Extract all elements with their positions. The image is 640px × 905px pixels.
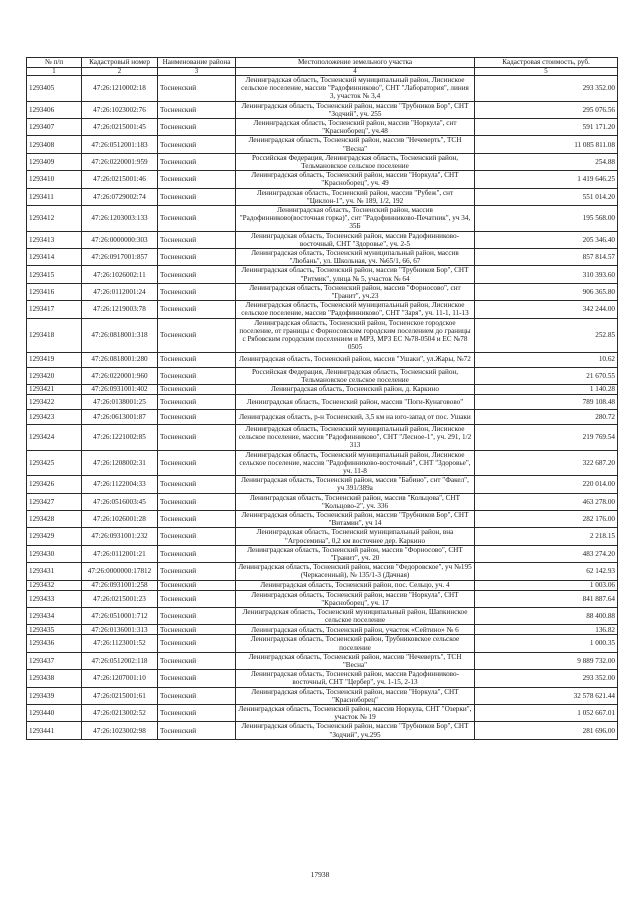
parcel-location: Российская Федерация, Ленинградская область, Тосненский район, Тельмановское сельское поселение: [236, 153, 475, 170]
table-row: [27, 352, 618, 367]
parcel-location: Ленинградская область, Тосненский район, массив "Трубников Бор", СНТ "Зодчий", уч. 255: [236, 101, 475, 118]
district-name: Тосненский: [158, 283, 236, 300]
row-number: 1293425: [27, 450, 82, 476]
cadastral-number: 47:26:0215001:45: [82, 119, 158, 136]
district-name: Тосненский: [158, 424, 236, 450]
header-row: [27, 58, 618, 68]
parcel-location: Ленинградская область, Тосненский район, массив "Форносово", снт "Гранит", уч.23: [236, 283, 475, 300]
cadastral-value: 342 244.00: [475, 301, 618, 318]
cadastral-number: 47:26:1203003:133: [82, 206, 158, 232]
row-number: 1293428: [27, 510, 82, 527]
district-name: Тосненский: [158, 188, 236, 205]
district-name: Тосненский: [158, 545, 236, 562]
table-row: [27, 607, 618, 624]
cadastral-value: 906 365.80: [475, 283, 618, 300]
parcel-location: Ленинградская область, Тосненский район, пос. Сельцо, уч. 4: [236, 580, 475, 590]
cadastral-value: 282 176.00: [475, 510, 618, 527]
cadastral-value: 219 769.54: [475, 424, 618, 450]
cadastral-number: 47:26:1122004:33: [82, 476, 158, 493]
parcel-location: Ленинградская область, Тосненский район, массив "Норкула", снт "Красноборец", уч.48: [236, 119, 475, 136]
cadastral-number: 47:26:1219003:78: [82, 301, 158, 318]
parcel-location: Ленинградская область, Тосненский муниципальный район, Лисинское сельское поселение, массив "Радофинниково", СНТ "Лесное-1", уч. 291, 1/2 313: [236, 424, 475, 450]
parcel-location: Ленинградская область, Тосненский район, участок «Сейтино» № 6: [236, 625, 475, 635]
row-number: 1293415: [27, 266, 82, 283]
cadastral-value: 463 278.00: [475, 493, 618, 510]
district-name: Тосненский: [158, 687, 236, 704]
cadastral-value: 220 014.00: [475, 476, 618, 493]
cadastral-value: 10.62: [475, 352, 618, 367]
parcel-location: Ленинградская область, Тосненский район, массив "Рубеж", снт "Циклон-1", уч. № 189, 1/2, 192: [236, 188, 475, 205]
row-number: 1293433: [27, 590, 82, 607]
cadastral-number: 47:26:0729002:74: [82, 188, 158, 205]
cadastral-number: 47:26:1221002:85: [82, 424, 158, 450]
cadastral-number: 47:26:0215001:61: [82, 687, 158, 704]
cadastral-value: 2 218.15: [475, 528, 618, 545]
table-row: [27, 206, 618, 232]
table-row: [27, 318, 618, 352]
column-number: 2: [82, 68, 158, 76]
row-number: 1293413: [27, 231, 82, 248]
parcel-location: Ленинградская область, Тосненский район, массив Норкула, СНТ "Озерки", участок № 19: [236, 705, 475, 722]
row-number: 1293417: [27, 301, 82, 318]
cadastral-number: 47:26:0613001:87: [82, 409, 158, 424]
header-location: Местоположение земельного участка: [236, 58, 475, 68]
cadastral-value: 789 108.48: [475, 394, 618, 409]
cadastral-number: 47:26:0931001:232: [82, 528, 158, 545]
column-number: 5: [475, 68, 618, 76]
row-number: 1293435: [27, 625, 82, 635]
district-name: Тосненский: [158, 625, 236, 635]
row-number: 1293440: [27, 705, 82, 722]
column-number: 1: [27, 68, 82, 76]
row-number: 1293410: [27, 171, 82, 188]
row-number: 1293431: [27, 563, 82, 580]
cadastral-value: 254.88: [475, 153, 618, 170]
district-name: Тосненский: [158, 394, 236, 409]
header-cadastral-value: Кадастровая стоимость, руб.: [475, 58, 618, 68]
district-name: Тосненский: [158, 101, 236, 118]
row-number: 1293412: [27, 206, 82, 232]
district-name: Тосненский: [158, 76, 236, 102]
table-row: [27, 171, 618, 188]
cadastral-value: 88 400.88: [475, 607, 618, 624]
cadastral-value: 293 352.00: [475, 670, 618, 687]
table-row: [27, 635, 618, 652]
cadastral-value: 293 352.00: [475, 76, 618, 102]
row-number: 1293416: [27, 283, 82, 300]
parcel-location: Ленинградская область, Тосненский район, массив "Норкула", СНТ "Красноборец": [236, 687, 475, 704]
cadastral-number: 47:26:0215001:23: [82, 590, 158, 607]
row-number: 1293414: [27, 249, 82, 266]
district-name: Тосненский: [158, 136, 236, 153]
table-row: [27, 545, 618, 562]
cadastral-number: 47:26:1208002:31: [82, 450, 158, 476]
cadastral-value: 1 052 667.01: [475, 705, 618, 722]
cadastral-number: 47:26:0213002:52: [82, 705, 158, 722]
row-number: 1293438: [27, 670, 82, 687]
row-number: 1293418: [27, 318, 82, 352]
table-row: [27, 528, 618, 545]
cadastral-number: 47:26:0215001:46: [82, 171, 158, 188]
row-number: 1293426: [27, 476, 82, 493]
district-name: Тосненский: [158, 206, 236, 232]
table-row: [27, 563, 618, 580]
cadastral-number: 47:26:1207001:10: [82, 670, 158, 687]
row-number: 1293408: [27, 136, 82, 153]
cadastral-value: 11 085 811.08: [475, 136, 618, 153]
table-row: [27, 424, 618, 450]
cadastral-number: 47:26:0000000:17812: [82, 563, 158, 580]
district-name: Тосненский: [158, 367, 236, 384]
parcel-location: Ленинградская область, Тосненский район, массив "Кольцова", СНТ "Кольцово-2", уч. 336: [236, 493, 475, 510]
table-row: [27, 450, 618, 476]
row-number: 1293420: [27, 367, 82, 384]
header-cadastral-number: Кадастровый номер: [82, 58, 158, 68]
cadastral-value: 195 568.00: [475, 206, 618, 232]
cadastral-number: 47:26:0931001:402: [82, 384, 158, 394]
cadastral-value: 62 142.93: [475, 563, 618, 580]
table-row: [27, 249, 618, 266]
cadastral-number: 47:26:1026002:11: [82, 266, 158, 283]
district-name: Тосненский: [158, 635, 236, 652]
cadastral-number: 47:26:0917001:857: [82, 249, 158, 266]
row-number: 1293437: [27, 652, 82, 669]
table-row: [27, 266, 618, 283]
row-number: 1293432: [27, 580, 82, 590]
table-row: [27, 493, 618, 510]
table-row: [27, 409, 618, 424]
table-row: [27, 705, 618, 722]
cadastral-number: 47:26:0112001:21: [82, 545, 158, 562]
cadastral-number: 47:26:0931001:258: [82, 580, 158, 590]
table-row: [27, 580, 618, 590]
parcel-location: Ленинградская область, Тосненский район, массив "Норкула", СНТ "Красноборец", уч. 17: [236, 590, 475, 607]
cadastral-value: 252.85: [475, 318, 618, 352]
cadastral-number: 47:26:0818001:280: [82, 352, 158, 367]
table-row: [27, 590, 618, 607]
table-row: [27, 153, 618, 170]
row-number: 1293411: [27, 188, 82, 205]
row-number: 1293407: [27, 119, 82, 136]
cadastral-value: 1 140.28: [475, 384, 618, 394]
parcel-location: Ленинградская область, р-н Тосненский, 3,5 км на юго-запад от пос. Ушаки: [236, 409, 475, 424]
row-number: 1293409: [27, 153, 82, 170]
table-body: [27, 76, 618, 740]
cadastral-number: 47:26:0138001:25: [82, 394, 158, 409]
cadastral-value: 841 887.64: [475, 590, 618, 607]
cadastral-value: 483 274.20: [475, 545, 618, 562]
cadastral-number: 47:26:1023002:98: [82, 722, 158, 739]
district-name: Тосненский: [158, 493, 236, 510]
cadastral-value: 857 814.57: [475, 249, 618, 266]
district-name: Тосненский: [158, 652, 236, 669]
column-number-row: [27, 68, 618, 76]
table-row: [27, 367, 618, 384]
parcel-location: Ленинградская область, Тосненский муниципальный район, Лисинское сельское поселение, массив "Радофинниково", СНТ "Заря", уч. 11-1, 11-13: [236, 301, 475, 318]
cadastral-number: 47:26:0512001:183: [82, 136, 158, 153]
cadastral-value: 21 670.55: [475, 367, 618, 384]
parcel-location: Ленинградская область, Тосненский район, массив "Трубников Бор", СНТ "Ритмик", улица № 5, участок № 64: [236, 266, 475, 283]
cadastral-value: 322 687.20: [475, 450, 618, 476]
header-number: № п/п: [27, 58, 82, 68]
cadastral-number: 47:26:0818001:318: [82, 318, 158, 352]
table-row: [27, 231, 618, 248]
cadastral-number: 47:26:0220001:960: [82, 367, 158, 384]
row-number: 1293429: [27, 528, 82, 545]
district-name: Тосненский: [158, 171, 236, 188]
parcel-location: Ленинградская область, Тосненский район, массив "Норкула", СНТ "Красноборец", уч. 49: [236, 171, 475, 188]
row-number: 1293434: [27, 607, 82, 624]
table-row: [27, 722, 618, 739]
parcel-location: Ленинградская область, Тосненский муниципальный район, вна "Агросемина", 0,2 км восточнее дер. Каркино: [236, 528, 475, 545]
cadastral-value-table: [26, 57, 618, 740]
district-name: Тосненский: [158, 590, 236, 607]
district-name: Тосненский: [158, 450, 236, 476]
row-number: 1293406: [27, 101, 82, 118]
cadastral-value: 310 393.60: [475, 266, 618, 283]
cadastral-value: 136.82: [475, 625, 618, 635]
district-name: Тосненский: [158, 384, 236, 394]
parcel-location: Российская Федерация, Ленинградская область, Тосненский район, Тельмановское сельское поселение: [236, 367, 475, 384]
district-name: Тосненский: [158, 301, 236, 318]
row-number: 1293422: [27, 394, 82, 409]
register-document: [26, 57, 617, 740]
parcel-location: Ленинградская область, Тосненский район, массив "Федоровское", уч №195 (Черкасенный), № 135/1-3 (Дачная): [236, 563, 475, 580]
row-number: 1293405: [27, 76, 82, 102]
cadastral-value: 205 346.40: [475, 231, 618, 248]
district-name: Тосненский: [158, 670, 236, 687]
table-row: [27, 384, 618, 394]
district-name: Тосненский: [158, 476, 236, 493]
district-name: Тосненский: [158, 409, 236, 424]
cadastral-value: 281 696.00: [475, 722, 618, 739]
cadastral-number: 47:26:1026001:28: [82, 510, 158, 527]
cadastral-number: 47:26:0510001:712: [82, 607, 158, 624]
row-number: 1293441: [27, 722, 82, 739]
cadastral-value: 1 419 646.25: [475, 171, 618, 188]
district-name: Тосненский: [158, 563, 236, 580]
parcel-location: Ленинградская область, Тосненский район, Тосненское городское поселение, от границы с Форносовским городским поселением до границы с Рябовским городским поселением и МРЗ, МРЗ ЕС №78-0504 и ЕС №78 0505: [236, 318, 475, 352]
parcel-location: Ленинградская область, Тосненский муниципальный район, Лисинское сельское поселение, массив "Радофинниково", СНТ "Лаборатория", линия 3, участок № 3,4: [236, 76, 475, 102]
parcel-location: Ленинградская область, Тосненский муниципальный район, Шапкинское сельское поселение: [236, 607, 475, 624]
parcel-location: Ленинградская область, Тосненский район, массив Радофинниково-восточный, СНТ "Цербер", уч. 1-15, 2-13: [236, 670, 475, 687]
cadastral-number: 47:26:1023002:76: [82, 101, 158, 118]
cadastral-number: 47:26:0516003:45: [82, 493, 158, 510]
parcel-location: Ленинградская область, Тосненский район, массив "Трубников Бор", СНТ "Витамин", уч 14: [236, 510, 475, 527]
district-name: Тосненский: [158, 153, 236, 170]
parcel-location: Ленинградская область, Тосненский район, массив "Нечеверть", ТСН "Весна": [236, 136, 475, 153]
parcel-location: Ленинградская область, Тосненский район, Трубниковское сельское поселение: [236, 635, 475, 652]
table-row: [27, 188, 618, 205]
district-name: Тосненский: [158, 119, 236, 136]
row-number: 1293427: [27, 493, 82, 510]
district-name: Тосненский: [158, 510, 236, 527]
cadastral-value: 591 171.20: [475, 119, 618, 136]
table-row: [27, 101, 618, 118]
table-row: [27, 510, 618, 527]
district-name: Тосненский: [158, 318, 236, 352]
row-number: 1293436: [27, 635, 82, 652]
row-number: 1293439: [27, 687, 82, 704]
district-name: Тосненский: [158, 249, 236, 266]
column-number: 3: [158, 68, 236, 76]
parcel-location: Ленинградская область, Тосненский район, массив "Бабино", снт "Факел", уч 391/389а: [236, 476, 475, 493]
cadastral-number: 47:26:0136001:313: [82, 625, 158, 635]
parcel-location: Ленинградская область, Тосненский район, массив "Радофинниково(восточная горка)", снт "Радофинниково-Печатник", уч 34, 35Б: [236, 206, 475, 232]
parcel-location: Ленинградская область, Тосненский район, массив "Форносово", СНТ "Гранит", уч. 20: [236, 545, 475, 562]
table-row: [27, 76, 618, 102]
cadastral-value: 551 014.20: [475, 188, 618, 205]
table-row: [27, 394, 618, 409]
row-number: 1293423: [27, 409, 82, 424]
cadastral-value: 9 889 732.00: [475, 652, 618, 669]
table-row: [27, 476, 618, 493]
parcel-location: Ленинградская область, Тосненский район, массив Радофинниково-восточный, СНТ "Здоровье", уч. 2-5: [236, 231, 475, 248]
cadastral-value: 1 003.06: [475, 580, 618, 590]
district-name: Тосненский: [158, 705, 236, 722]
cadastral-value: 280.72: [475, 409, 618, 424]
table-row: [27, 136, 618, 153]
cadastral-number: 47:26:0220001:959: [82, 153, 158, 170]
row-number: 1293430: [27, 545, 82, 562]
district-name: Тосненский: [158, 722, 236, 739]
district-name: Тосненский: [158, 580, 236, 590]
district-name: Тосненский: [158, 266, 236, 283]
cadastral-number: 47:26:1210002:18: [82, 76, 158, 102]
parcel-location: Ленинградская область, Тосненский район, массив "Ушаки", ул.Жары, №72: [236, 352, 475, 367]
district-name: Тосненский: [158, 528, 236, 545]
table-row: [27, 687, 618, 704]
table-row: [27, 283, 618, 300]
page-number: 17938: [310, 870, 330, 879]
district-name: Тосненский: [158, 352, 236, 367]
column-number: 4: [236, 68, 475, 76]
parcel-location: Ленинградская область, Тосненский район, массив "Поги-Кунаговово": [236, 394, 475, 409]
parcel-location: Ленинградская область, Тосненский район, д. Каркино: [236, 384, 475, 394]
cadastral-number: 47:26:0000000:303: [82, 231, 158, 248]
table-row: [27, 670, 618, 687]
row-number: 1293419: [27, 352, 82, 367]
district-name: Тосненский: [158, 607, 236, 624]
table-row: [27, 119, 618, 136]
table-row: [27, 301, 618, 318]
parcel-location: Ленинградская область, Тосненский район, массив "Трубников Бор", СНТ "Зодчий", уч.295: [236, 722, 475, 739]
parcel-location: Ленинградская область, Тосненский район, массив "Нечеверть", ТСН "Весна": [236, 652, 475, 669]
header-district: Наименование района: [158, 58, 236, 68]
table-row: [27, 652, 618, 669]
parcel-location: Ленинградская область, Тосненский муниципальный район, Лисинское сельское поселение, массив "Радофинниково-восточный", СНТ "Здоровье", уч. 11-8: [236, 450, 475, 476]
cadastral-value: 1 000.35: [475, 635, 618, 652]
cadastral-number: 47:26:1123001:52: [82, 635, 158, 652]
table-row: [27, 625, 618, 635]
cadastral-number: 47:26:0112001:24: [82, 283, 158, 300]
cadastral-number: 47:26:0512002:118: [82, 652, 158, 669]
row-number: 1293424: [27, 424, 82, 450]
cadastral-value: 295 076.56: [475, 101, 618, 118]
parcel-location: Ленинградская область, Тосненский муниципальный район, массив "Любань", ул. Школьная, уч. №65/1, 66, 67: [236, 249, 475, 266]
cadastral-value: 32 578 621.44: [475, 687, 618, 704]
district-name: Тосненский: [158, 231, 236, 248]
row-number: 1293421: [27, 384, 82, 394]
